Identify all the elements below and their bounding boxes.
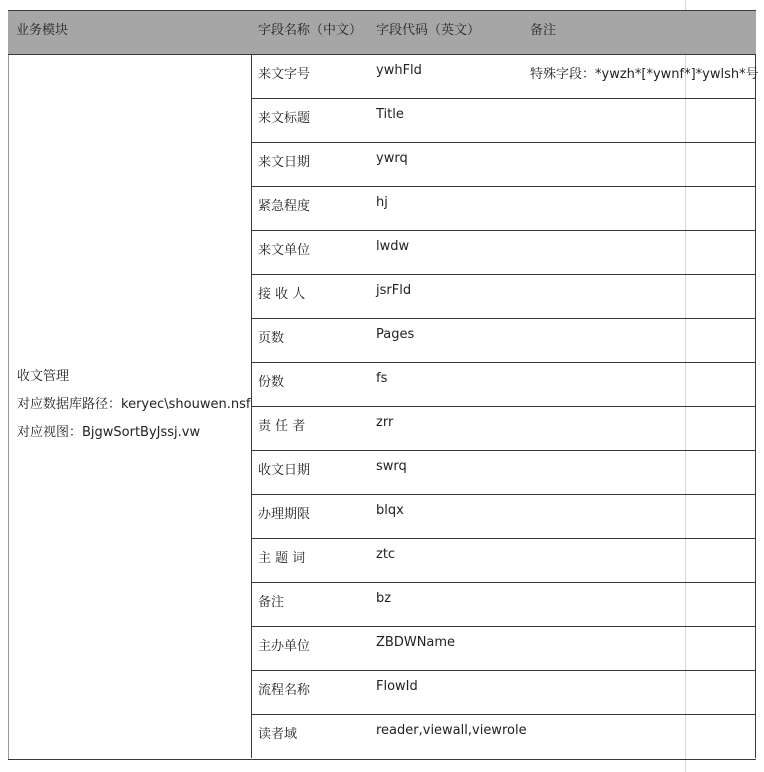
table-row [251,231,756,275]
field-table [8,10,759,760]
table-body [8,55,759,760]
field-name-cn: 接 收 人 [258,287,306,302]
field-code-en: Title [376,107,404,122]
field-name-cn: 读者域 [258,727,298,742]
field-name-cn: 办理期限 [258,507,311,522]
table-row [251,495,756,539]
module-db-path: 对应数据库路径：keryec\shouwen.nsf [17,397,251,412]
field-code-en: fs [376,371,388,386]
field-code-en: ztc [376,547,396,562]
field-code-en: bz [376,591,392,606]
module-cell [8,55,252,759]
table-row [251,275,756,319]
field-remark: 特殊字段：*ywzh*[*ywnf*]*ywlsh*号 [530,67,759,82]
field-name-cn: 备注 [258,595,285,610]
table-row [251,715,756,758]
table-row [251,407,756,451]
field-code-en: blqx [376,503,404,518]
table-row [251,539,756,583]
table-row [251,99,756,143]
table-row [251,671,756,715]
module-view: 对应视图：BjgwSortByJssj.vw [17,425,201,440]
field-code-en: hj [376,195,388,210]
field-name-cn: 份数 [258,375,285,390]
table-row [251,363,756,407]
field-name-cn: 来文字号 [258,67,311,82]
field-name-cn: 紧急程度 [258,199,311,214]
table-row [251,627,756,671]
field-code-en: Pages [376,327,415,342]
field-code-en: jsrFld [376,283,412,298]
field-code-en: ywhFld [376,63,422,78]
field-name-cn: 来文单位 [258,243,311,258]
field-name-cn: 收文日期 [258,463,311,478]
table-row [251,143,756,187]
header-module: 业务模块 [16,23,69,38]
table-row [251,319,756,363]
field-code-en: lwdw [376,239,410,254]
header-remark: 备注 [530,23,557,38]
header-name-cn: 字段名称（中文） [258,23,363,38]
field-code-en: swrq [376,459,407,474]
field-name-cn: 来文标题 [258,111,311,126]
field-name-cn: 来文日期 [258,155,311,170]
field-rows [251,55,759,758]
header-code-en: 字段代码（英文） [376,23,481,38]
field-code-en: reader,viewall,viewrole [376,723,527,738]
field-code-en: ywrq [376,151,408,166]
table-header [8,10,756,55]
module-name: 收文管理 [17,369,70,384]
field-name-cn: 主 题 词 [258,551,306,566]
field-name-cn: 主办单位 [258,639,311,654]
field-code-en: zrr [376,415,394,430]
field-name-cn: 责 任 者 [258,419,306,434]
table-row [251,583,756,627]
field-name-cn: 页数 [258,331,285,346]
module-info [17,363,250,447]
field-name-cn: 流程名称 [258,683,311,698]
field-code-en: FlowId [376,679,418,694]
table-row [251,55,759,99]
table-row [251,451,756,495]
table-row [251,187,756,231]
field-code-en: ZBDWName [376,635,456,650]
